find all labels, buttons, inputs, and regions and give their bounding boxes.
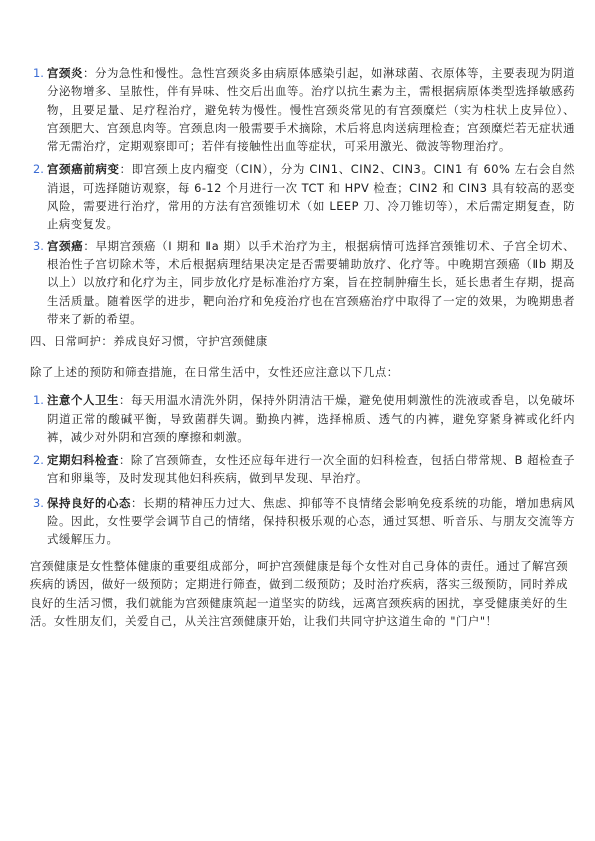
list-number: 1. [33,66,44,80]
list-item-text [47,64,575,155]
list-item-term: 注意个人卫生 [47,393,120,408]
list-item-text [47,494,575,549]
list-item [30,237,575,328]
list-item [30,391,575,446]
list-item-body: ：每天用温水清洗外阴，保持外阴清洁干燥，避免使用刺激性的洗液或香皂，以免破坏阴道正常的酸碱平衡，导致菌群失调。勤换内裤，选择棉质、透气的内裤，避免穿紧身裤或化纤内裤，减少对外阴和宫颈的摩擦和刺激。 [47,393,575,444]
list-item-term: 定期妇科检查 [47,453,119,468]
list-item-term: 宫颈癌 [47,238,84,253]
treatment-list [30,64,575,328]
list-item-text [47,160,575,233]
list-item-term: 保持良好的心态 [47,495,132,510]
list-item-text [47,451,575,488]
list-number: 1. [33,393,44,408]
list-item-body: ：早期宫颈癌（Ⅰ 期和 Ⅱa 期）以手术治疗为主，根据病情可选择宫颈锥切术、子宫全切术、根治性子宫切除术等，术后根据病理结果决定是否需要辅助放疗、化疗等。中晚期宫颈癌（Ⅱb 期及以上）以放疗和化疗为主，同步放化疗是标准治疗方案，旨在控制肿瘤生长，延长患者生存期，提高生活质量。随着医学的进步，靶向治疗和免疫治疗也在宫颈癌治疗中取得了一定的效果，为晚期患者带来了新的希望。 [47,238,575,326]
list-item-body: ：分为急性和慢性。急性宫颈炎多由病原体感染引起，如淋球菌、衣原体等，主要表现为阴道分泌物增多、呈脓性，伴有异味、性交后出血等。治疗以抗生素为主，需根据病原体类型选择敏感药物，且要足量、足疗程治疗，避免转为慢性。慢性宫颈炎常见的有宫颈糜烂（实为柱状上皮异位）、宫颈肥大、宫颈息肉等。宫颈息肉一般需要手术摘除，术后将息肉送病理检查；宫颈糜烂若无症状通常无需治疗，定期观察即可；若伴有接触性出血等症状，可采用激光、微波等物理治疗。 [47,66,575,154]
list-number: 3. [33,495,44,510]
list-item-text [47,391,575,446]
section-heading: 四、日常呵护：养成良好习惯，守护宫颈健康 [30,334,268,349]
list-item-term: 宫颈癌前病变 [47,162,120,177]
list-item-body: ：除了宫颈筛查，女性还应每年进行一次全面的妇科检查，包括白带常规、B 超检查子宫和卵巢等，及时发现其他妇科疾病，做到早发现、早治疗。 [47,453,575,486]
daily-care-list [30,391,575,548]
list-number: 2. [33,162,44,177]
list-item [30,451,575,488]
list-item [30,160,575,233]
list-number: 3. [33,238,44,253]
conclusion-paragraph: 宫颈健康是女性整体健康的重要组成部分，呵护宫颈健康是每个女性对自己身体的责任。通过了解宫颈疾病的诱因，做好一级预防；定期进行筛查，做到二级预防；及时治疗疾病，落实三级预防，同时养成良好的生活习惯，我们就能为宫颈健康筑起一道坚实的防线，远离宫颈疾病的困扰，享受健康美好的生活。女性朋友们，关爱自己，从关注宫颈健康开始，让我们共同守护这道生命的 "门户"！ [30,559,568,629]
list-number: 2. [33,453,44,468]
list-item-text [47,237,575,328]
document-page [30,64,575,630]
list-item-term: 宫颈炎 [47,66,84,80]
list-item [30,494,575,549]
list-item-body: ：即宫颈上皮内瘤变（CIN），分为 CIN1、CIN2、CIN3。CIN1 有 60% 左右会自然消退，可选择随访观察，每 6-12 个月进行一次 TCT 和 HPV 检查；CIN2 和 CIN3 具有较高的恶变风险，需要进行治疗，常用的方法有宫颈锥切术（如 LEEP 刀、冷刀锥切等），术后需定期复查，防止病变复发。 [47,162,575,232]
intro-paragraph: 除了上述的预防和筛查措施，在日常生活中，女性还应注意以下几点： [30,365,399,380]
list-item [30,64,575,155]
list-item-body: ：长期的精神压力过大、焦虑、抑郁等不良情绪会影响免疫系统的功能，增加患病风险。因此，女性要学会调节自己的情绪，保持积极乐观的心态，通过冥想、听音乐、与朋友交流等方式缓解压力。 [47,495,575,547]
